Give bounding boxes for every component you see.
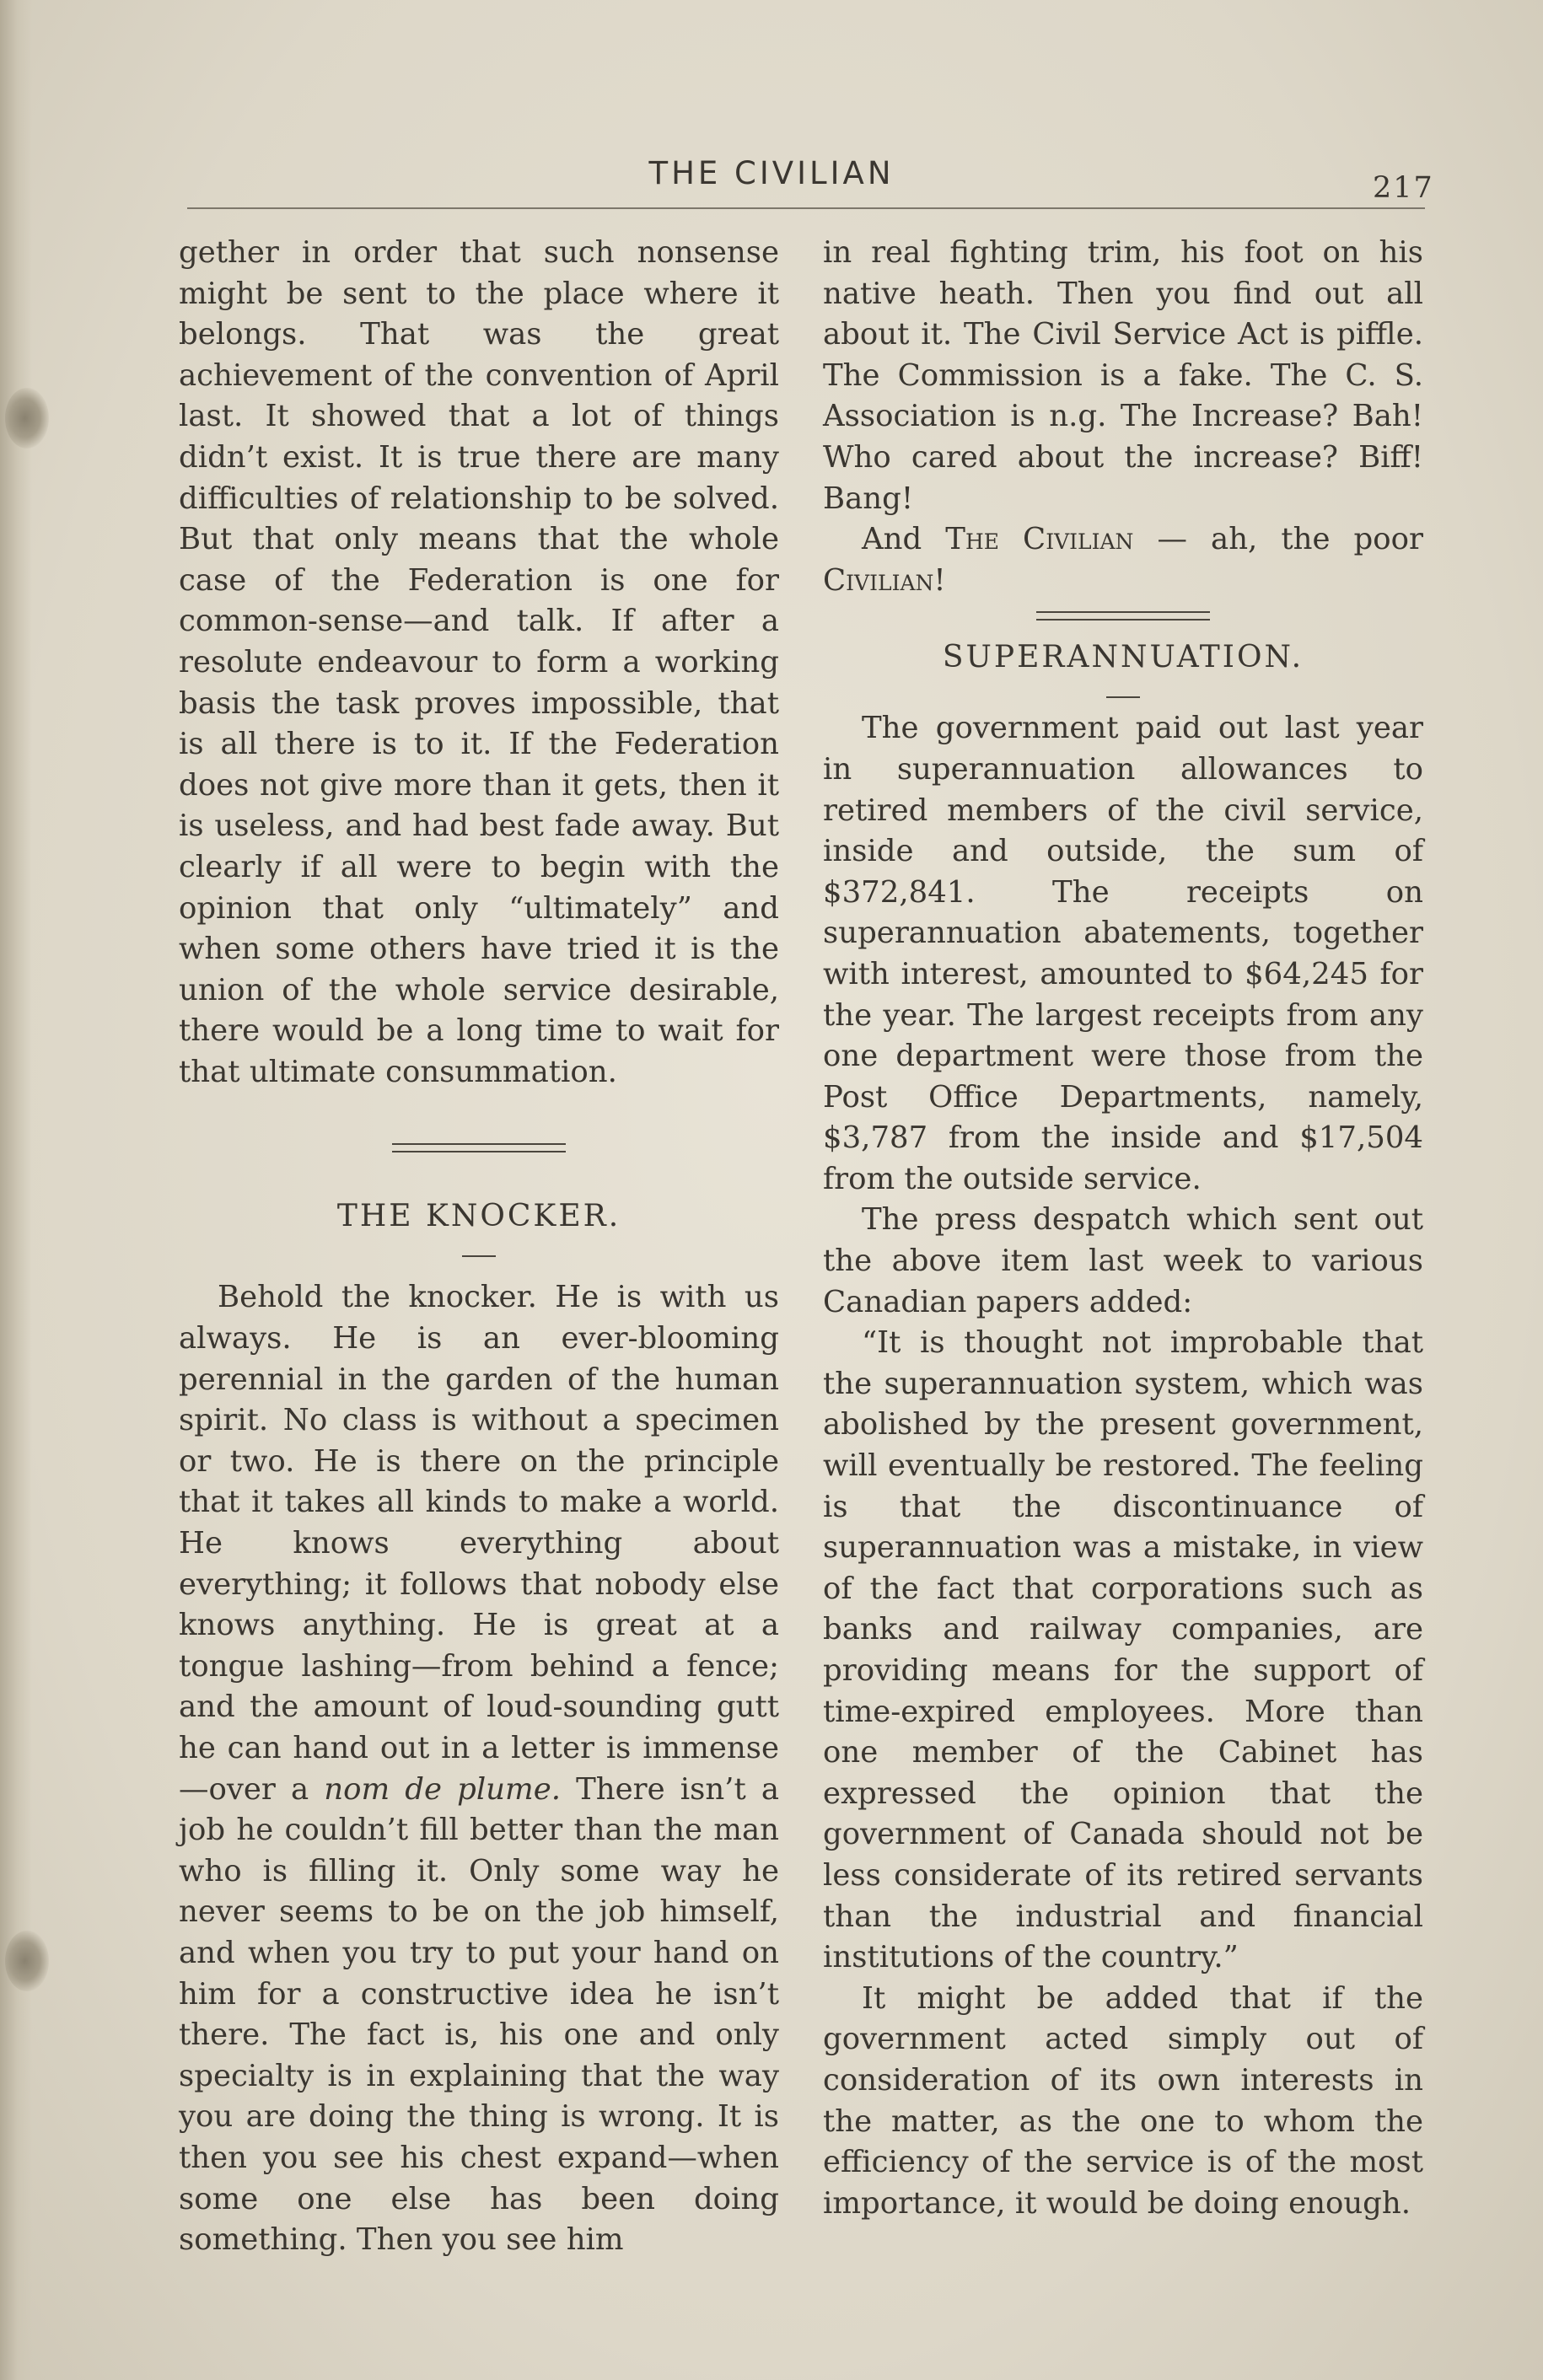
section-divider-ornament (1036, 611, 1210, 621)
civilian-text-a: And (862, 522, 922, 557)
superannuation-heading: SUPERANNUATION. (942, 640, 1304, 675)
continued-paragraph: gether in order that such nonsense might be sent to the place where it belongs. That was the great achievement of the convention of April last. It showed that a lot of things didn’t exist. It is true there are many difficulties of relationship to be solved. But that only means that the whole case of the Federation is one for common-sense—and talk. If after a resolute endeavour to form a working basis the task proves impossible, that is all there is to it. If the Federation does not give more than it gets, then it is useless, and had best fade away. But clearly if all were to begin with the opinion that only “ultimately” and when some others have tried it is the union of the whole service desirable, there would be a long time to wait for that ultimate consummation. (179, 235, 779, 1089)
right-column (823, 233, 1423, 2224)
binding-hole-bottom (5, 1931, 49, 1991)
binding-edge (0, 0, 32, 2380)
page-number: 217 (1373, 171, 1434, 205)
superannuation-quote: “It is thought not improbable that the superannuation system, which was abolished by the present government, will eventually be restored. The feeling is that the discontinuance of superannuation was a mistake, in view of the fact that corporations such as banks and railway companies, are providing means for the support of time-expired employees. More than one member of the Cabinet has expressed the opinion that the government of Canada should not be less considerate of its retired servants than the industrial and financial institutions of the country.” (823, 1325, 1423, 1975)
superannuation-paragraph-2: The press despatch which sent out the above item last week to various Canadian papers added: (823, 1202, 1423, 1319)
knocker-paragraph (179, 1277, 779, 2260)
section-divider-ornament (392, 1143, 566, 1152)
knocker-text-a: Behold the knocker. He is with us always. He is an ever-blooming perennial in the garden of the human spirit. No class is without a specimen or two. He is there on the principle that it takes all kinds to make a world. He knows everything about everything; it follows that nobody else knows anything. He is great at a tongue lashing—from behind a fence; and the amount of loud-sounding gutt he can hand out in a letter is immense—over a (179, 1280, 779, 1807)
knocker-heading: THE KNOCKER. (336, 1199, 621, 1234)
knocker-text-b: There isn’t a job he couldn’t fill better than the man who is filling it. Only some way he never seems to be on the job himself, and when you try to put your hand on him for a constructive idea he isn’t there. The fact is, his one and only specialty is in explaining that the way you are doing the thing is wrong. It is then you see his chest expand—when some one else has been doing something. Then you see him (179, 1771, 779, 2258)
civilian-text-c: ! (933, 562, 946, 598)
knocker-continued-paragraph: in real fighting trim, his foot on his native heath. Then you find out all about it. The Civil Service Act is piffle. The Commission is a fake. The C. S. Association is n.g. The Increase? Bah! Who cared about the increase? Biff! Bang! (823, 235, 1423, 516)
binding-hole-top (5, 388, 49, 449)
civilian-name-1: The Civilian (945, 522, 1134, 557)
left-column (179, 233, 779, 2261)
civilian-paragraph (823, 519, 1423, 601)
civilian-name-2: Civilian (823, 562, 934, 598)
superannuation-paragraph-1: The government paid out last year in superannuation allowances to retired members of the civil service, inside and outside, the sum of $372,841. The receipts on superannuation abatements, together with interest, amounted to $64,245 for the year. The largest receipts from any one department were those from the Post Office Departments, namely, $3,787 from the inside and $17,504 from the outside service. (823, 711, 1423, 1196)
knocker-italic-phrase: nom de plume. (324, 1771, 562, 1807)
civilian-text-b: — ah, the poor (1157, 522, 1423, 557)
running-header-title: THE CIVILIAN (648, 155, 895, 191)
superannuation-paragraph-4: It might be added that if the government acted simply out of consideration of its own interests in the matter, as the one to whom the efficiency of the service is of the most importance, it would be doing enough. (823, 1980, 1423, 2221)
header-rule (187, 207, 1425, 209)
